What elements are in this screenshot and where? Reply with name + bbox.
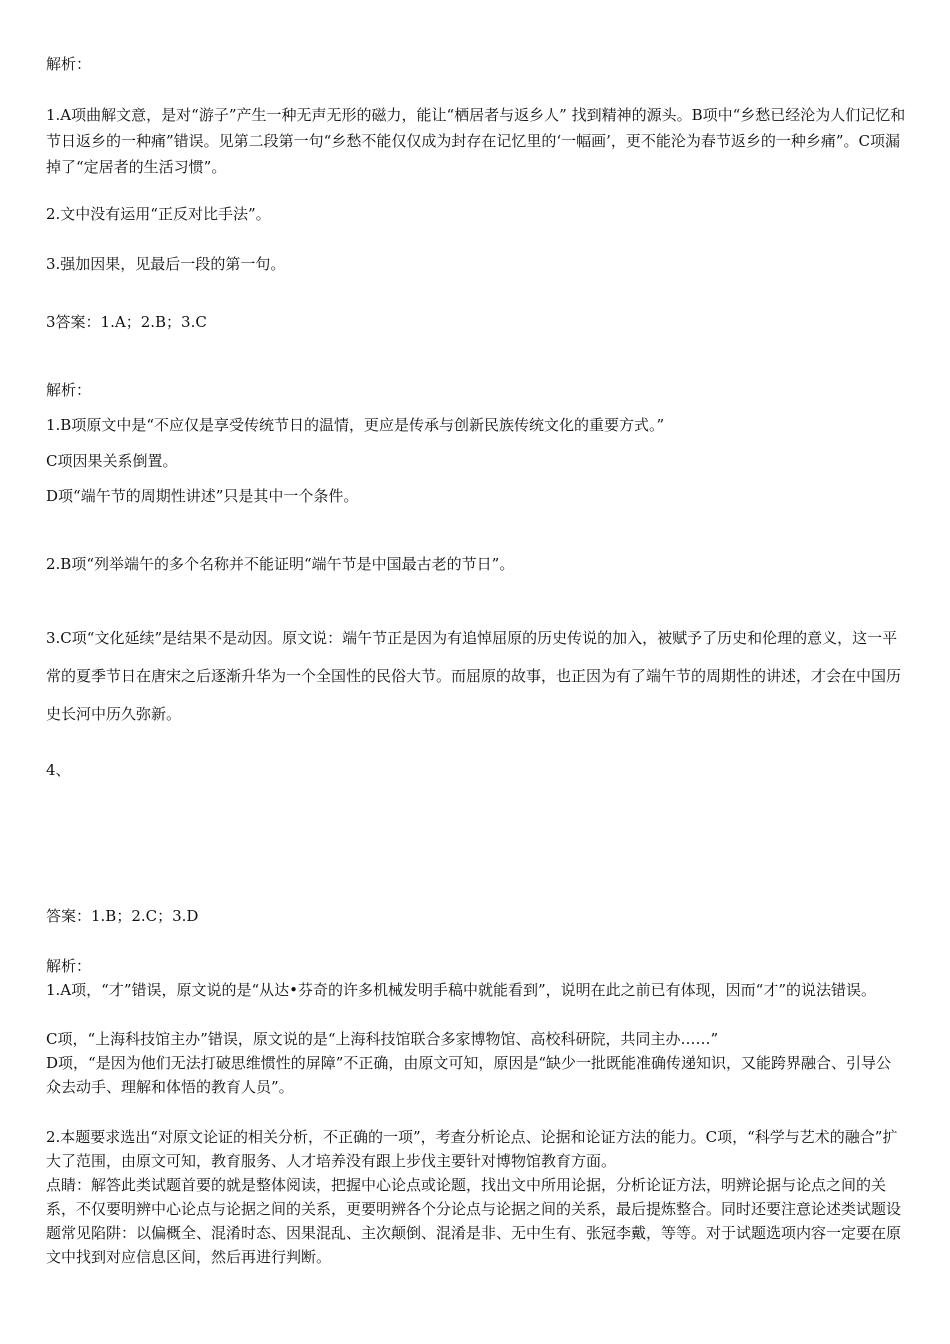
analysis-item-3-c: 3.C项“文化延续”是结果不是动因。原文说：端午节正是因为有追悼屈原的历史传说的加入，被赋予了历史和伦理的意义，这一平常的夏季节日在唐宋之后逐渐升华为一个全国性的民俗大节。而屈原的故事，也正因为有了端午节的周期性的讲述，才会在中国历史长河中历久弥新。 [46, 629, 902, 723]
analysis-item-2: 2.文中没有运用“正反对比手法”。 [46, 205, 271, 223]
answer-line-4: 答案：1.B；2.C；3.D [46, 907, 199, 925]
analysis-item-1-line-3: D项“端午节的周期性讲述”只是其中一个条件。 [46, 487, 359, 505]
analysis-item-3: 3.强加因果，见最后一段的第一句。 [46, 255, 286, 273]
analysis-item-2-b: 2.B项“列举端午的多个名称并不能证明“端午节是中国最古老的节日”。 [46, 555, 515, 573]
analysis-item-1-line-2: C项因果关系倒置。 [46, 452, 178, 470]
analysis-heading-2: 解析： [46, 381, 92, 399]
tip-paragraph: 点睛：解答此类试题首要的就是整体阅读，把握中心论点或论题，找出文中所用论据，分析论证方法，明辨论据与论点之间的关系，不仅要明辨中心论点与论据之间的关系，更要明辨各个分论点与论据之间的关系，最后提炼整合。同时还要注意论述类试题设题常见陷阱：以偏概全、混淆时态、因果混乱、主次颠倒、混淆是非、无中生有、张冠李戴，等等。对于试题选项内容一定要在原文中找到对应信息区间，然后再进行判断。 [46, 1176, 902, 1266]
analysis-item-1-a: 1.A项，“才”错误，原文说的是“从达•芬奇的许多机械发明手稿中就能看到”，说明在此之前已有体现，因而“才”的说法错误。 [46, 981, 877, 999]
analysis-item-1-line-1: 1.B项原文中是“不应仅是享受传统节日的温情，更应是传承与创新民族传统文化的重要方式。” [46, 416, 665, 434]
analysis-item-1-d: D项，“是因为他们无法打破思维惯性的屏障”不正确，由原文可知，原因是“缺少一批既能准确传递知识，又能跨界融合、引导公众去动手、理解和体悟的教育人员”。 [46, 1054, 892, 1096]
analysis-heading-3: 解析： [46, 957, 92, 975]
analysis-heading-1: 解析： [46, 55, 92, 73]
question-number-4: 4、 [46, 761, 71, 779]
analysis-item-2-text: 2.本题要求选出“对原文论证的相关分析，不正确的一项”，考查分析论点、论据和论证方法的能力。C项，“科学与艺术的融合”扩大了范围，由原文可知，教育服务、人才培养没有跟上步伐主要针对博物馆教育方面。 [46, 1128, 898, 1170]
analysis-item-1-c: C项，“上海科技馆主办”错误，原文说的是“上海科技馆联合多家博物馆、高校科研院，共同主办……” [46, 1030, 719, 1048]
answer-line-3: 3答案：1.A；2.B；3.C [46, 313, 207, 331]
analysis-item-1: 1.A项曲解文意，是对“游子”产生一种无声无形的磁力，能让“栖居者与返乡人” 找到精神的源头。B项中“乡愁已经沦为人们记忆和节日返乡的一种痛”错误。见第二段第一句“乡愁不能仅仅成为封存在记忆里的‘一幅画’，更不能沦为春节返乡的一种乡痛”。C项漏掉了“定居者的生活习惯”。 [46, 106, 906, 176]
